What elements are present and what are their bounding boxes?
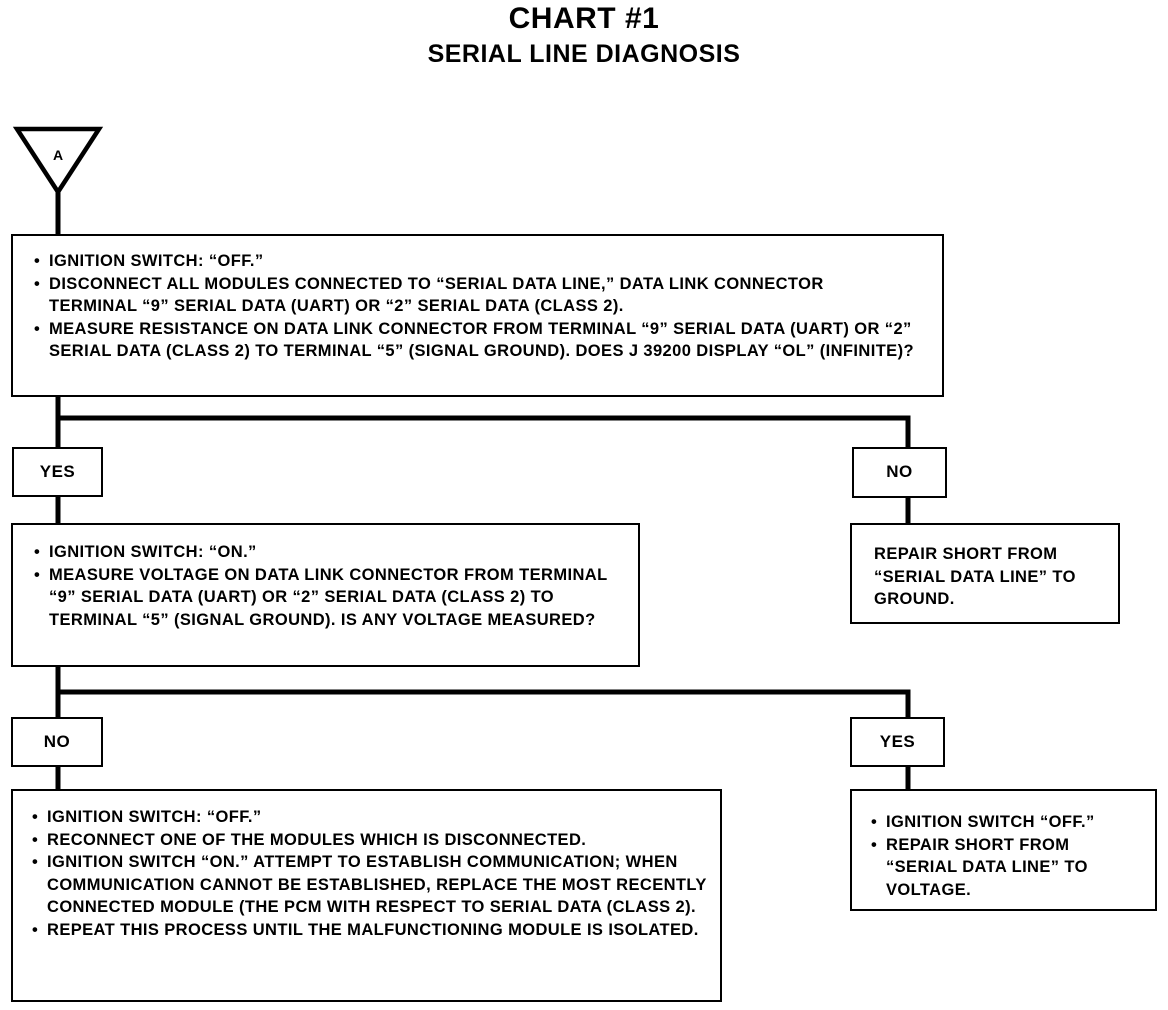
- step2-box: [11, 523, 640, 667]
- connector-step1-branch: [58, 396, 908, 448]
- step1-item: • MEASURE RESISTANCE ON DATA LINK CONNECTOR FROM TERMINAL “9” SERIAL DATA (UART) OR “2” SERIAL DATA (CLASS 2) TO TERMINAL “5” (SIGNAL GROUND). DOES J 39200 DISPLAY “OL” (INFINITE)?: [33, 318, 930, 363]
- step3-item: • IGNITION SWITCH “ON.” ATTEMPT TO ESTABLISH COMMUNICATION; WHEN COMMUNICATION CANNOT BE ESTABLISHED, REPLACE THE MOST RECENTLY CONNECTED MODULE (THE PCM WITH RESPECT TO SERIAL DATA (CLASS 2).: [31, 851, 714, 919]
- step1-item: • IGNITION SWITCH: “OFF.”: [33, 250, 930, 273]
- chart-title: CHART #1: [508, 2, 660, 35]
- repair-short-voltage-item: • IGNITION SWITCH “OFF.”: [870, 811, 1145, 834]
- repair-short-ground-box: [850, 523, 1120, 624]
- step3-item: • IGNITION SWITCH: “OFF.”: [31, 806, 714, 829]
- branch2-yes-label: YES: [850, 717, 945, 767]
- repair-short-voltage-box: [850, 789, 1157, 911]
- repair-short-ground-text: REPAIR SHORT FROM “SERIAL DATA LINE” TO GROUND.: [874, 545, 1076, 608]
- chart-subtitle: SERIAL LINE DIAGNOSIS: [427, 40, 741, 68]
- step2-item: • IGNITION SWITCH: “ON.”: [33, 541, 626, 564]
- step3-item: • REPEAT THIS PROCESS UNTIL THE MALFUNCTIONING MODULE IS ISOLATED.: [31, 919, 714, 942]
- branch1-no-label: NO: [852, 447, 947, 498]
- branch2-no-label: NO: [11, 717, 103, 767]
- start-marker-label: A: [52, 147, 64, 163]
- branch1-yes-label: YES: [12, 447, 103, 497]
- step1-box: [11, 234, 944, 397]
- step1-item: • DISCONNECT ALL MODULES CONNECTED TO “SERIAL DATA LINE,” DATA LINK CONNECTOR TERMINAL “9” SERIAL DATA (UART) OR “2” SERIAL DATA (CLASS 2).: [33, 273, 930, 318]
- step2-item: • MEASURE VOLTAGE ON DATA LINK CONNECTOR FROM TERMINAL “9” SERIAL DATA (UART) OR “2” SERIAL DATA (CLASS 2) TO TERMINAL “5” (SIGNAL GROUND). IS ANY VOLTAGE MEASURED?: [33, 564, 626, 632]
- step3-box: [11, 789, 722, 1002]
- repair-short-voltage-item: • REPAIR SHORT FROM “SERIAL DATA LINE” TO VOLTAGE.: [870, 834, 1145, 902]
- step3-item: • RECONNECT ONE OF THE MODULES WHICH IS DISCONNECTED.: [31, 829, 714, 852]
- connector-step2-branch: [58, 665, 908, 718]
